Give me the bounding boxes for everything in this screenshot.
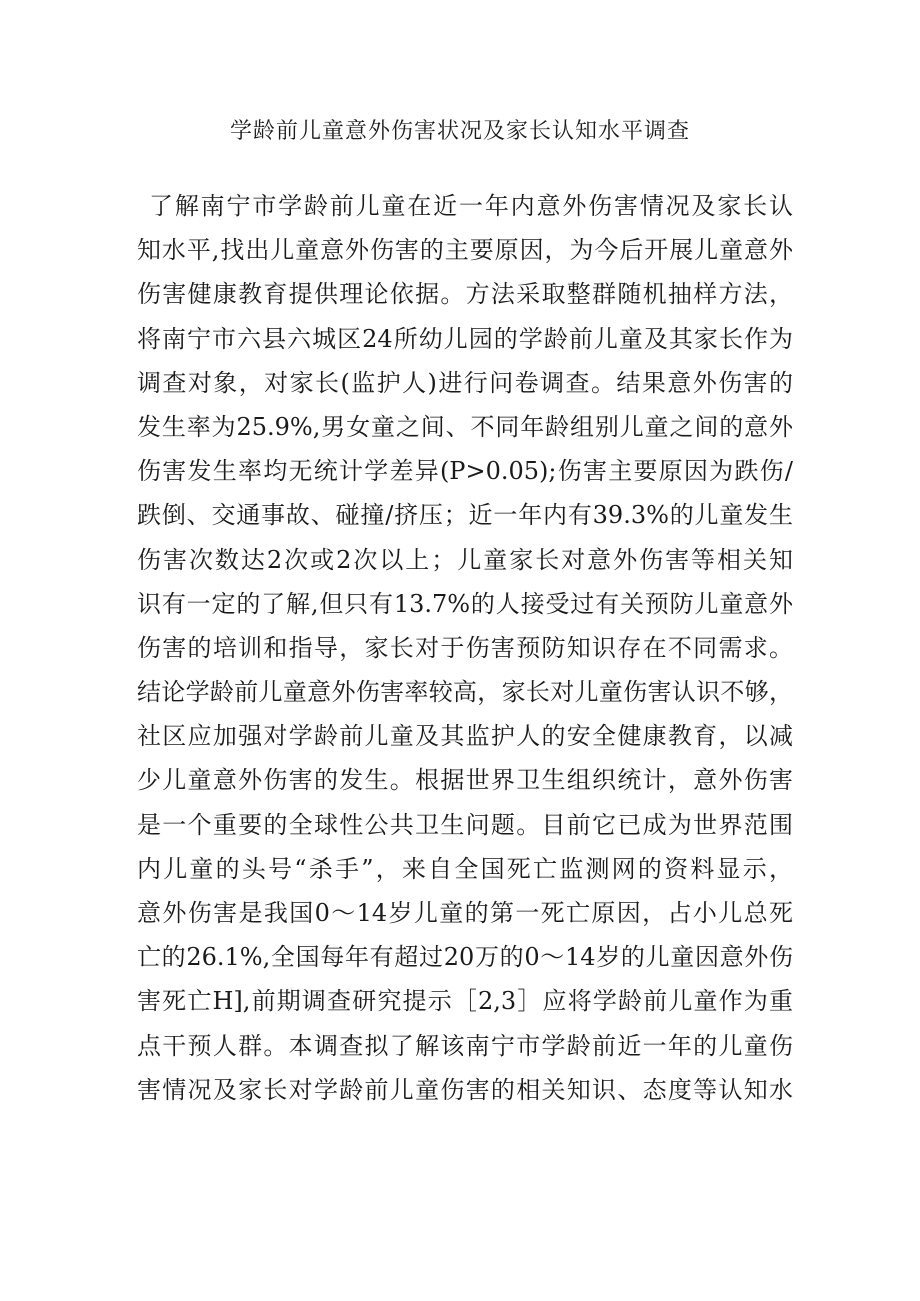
text-line: 伤害次数达2次或2次以上；儿童家长对意外伤害等相关知 <box>137 545 793 574</box>
text-line: 伤害健康教育提供理论依据。方法采取整群随机抽样方法， <box>137 280 793 309</box>
text-line: 将南宁市六县六城区24所幼儿园的学龄前儿童及其家长作为 <box>137 324 793 353</box>
text-line: 是一个重要的全球性公共卫生问题。目前它已成为世界范围 <box>137 810 793 839</box>
text-line: 点干预人群。本调查拟了解该南宁市学龄前近一年的儿童伤 <box>137 1031 793 1060</box>
text-line: 伤害发生率均无统计学差异(P>0.05);伤害主要原因为跌伤/ <box>137 457 793 486</box>
text-line: 识有一定的了解,但只有13.7%的人接受过有关预防儿童意外 <box>137 589 793 618</box>
body-paragraph <box>137 184 793 1112</box>
text-line: 知水平,找出儿童意外伤害的主要原因，为今后开展儿童意外 <box>137 236 793 265</box>
text-line: 结论学龄前儿童意外伤害率较高，家长对儿童伤害认识不够， <box>137 678 793 707</box>
text-line: 伤害的培训和指导，家长对于伤害预防知识存在不同需求。 <box>137 633 793 662</box>
text-line: 发生率为25.9%,男女童之间、不同年龄组别儿童之间的意外 <box>137 412 793 441</box>
text-line: 了解南宁市学龄前儿童在近一年内意外伤害情况及家长认 <box>149 192 793 220</box>
text-line: 害情况及家长对学龄前儿童伤害的相关知识、态度等认知水 <box>137 1075 793 1104</box>
text-line: 害死亡H],前期调查研究提示［2,3］应将学龄前儿童作为重 <box>137 987 793 1016</box>
text-line: 亡的26.1%,全国每年有超过20万的0～14岁的儿童因意外伤 <box>137 943 793 972</box>
text-line: 跌倒、交通事故、碰撞/挤压；近一年内有39.3%的儿童发生 <box>137 501 793 530</box>
text-line: 社区应加强对学龄前儿童及其监护人的安全健康教育，以减 <box>137 722 793 751</box>
page-title: 学龄前儿童意外伤害状况及家长认知水平调查 <box>229 119 690 144</box>
text-line: 意外伤害是我国0～14岁儿童的第一死亡原因，占小儿总死 <box>137 899 793 927</box>
text-line: 内儿童的头号“杀手”，来自全国死亡监测网的资料显示， <box>137 854 793 883</box>
text-line: 调查对象，对家长(监护人)进行问卷调查。结果意外伤害的 <box>137 368 793 397</box>
text-line: 少儿童意外伤害的发生。根据世界卫生组织统计，意外伤害 <box>137 766 793 795</box>
